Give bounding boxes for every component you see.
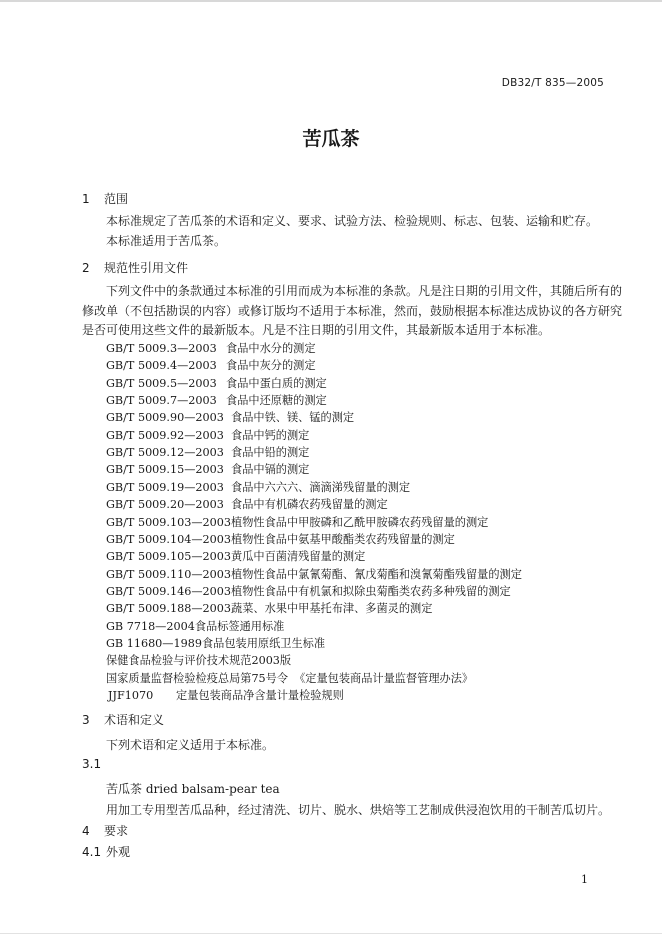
document-title: 苦瓜茶 xyxy=(302,128,360,150)
reference-title: 食品中还原糖的测定 xyxy=(226,394,327,408)
section-3-heading xyxy=(82,711,164,728)
reference-title: 食品包装用原纸卫生标准 xyxy=(201,636,326,650)
paragraph: 本标准适用于苦瓜茶。 xyxy=(106,234,227,248)
reference-code: GB/T 5009.92—2003 xyxy=(106,428,224,442)
reference-item xyxy=(106,583,511,599)
reference-code: GB/T 5009.15—2003 xyxy=(106,463,224,477)
reference-code: GB/T 5009.146—2003 xyxy=(106,584,231,598)
section-number: 4 xyxy=(82,824,90,838)
section-title: 术语和定义 xyxy=(104,713,165,727)
paragraph: 本标准规定了苦瓜茶的术语和定义、要求、试验方法、检验规则、标志、包装、运输和贮存。 xyxy=(106,214,599,228)
reference-code: GB 11680—1989 xyxy=(106,636,202,650)
reference-item xyxy=(106,652,291,668)
reference-item xyxy=(106,375,327,391)
section-title: 规范性引用文件 xyxy=(104,261,189,275)
reference-code: 国家质量监督检验检疫总局第75号令 xyxy=(106,671,289,685)
section-number: 1 xyxy=(82,192,90,206)
reference-code: GB/T 5009.20—2003 xyxy=(106,498,224,512)
reference-item xyxy=(106,531,455,547)
reference-item xyxy=(106,566,522,582)
reference-title: 食品中六六六、滴滴涕残留量的测定 xyxy=(231,480,411,494)
reference-title: 食品中水分的测定 xyxy=(226,342,316,355)
subsection-4-1-heading xyxy=(82,843,130,860)
reference-item xyxy=(106,618,284,634)
document-number: DB32/T 835—2005 xyxy=(501,77,604,89)
page-number: 1 xyxy=(581,873,588,886)
reference-title: 食品中镉的测定 xyxy=(231,463,310,477)
reference-title: 黄瓜中百菌清残留量的测定 xyxy=(231,550,366,564)
reference-code: GB/T 5009.103—2003 xyxy=(106,515,231,529)
reference-item xyxy=(106,340,316,356)
section-number: 3 xyxy=(82,713,90,727)
section-4-heading xyxy=(82,822,128,839)
subsection-title: 外观 xyxy=(106,845,131,859)
reference-code: GB/T 5009.105—2003 xyxy=(106,550,231,564)
reference-item xyxy=(106,357,316,373)
section-2-heading xyxy=(82,259,188,276)
section-1-heading xyxy=(82,190,128,207)
reference-title: 蔬菜、水果中甲基托布津、多菌灵的测定 xyxy=(231,602,433,616)
reference-item xyxy=(106,461,309,477)
subsection-number: 3.1 xyxy=(82,757,102,771)
reference-code: GB 7718—2004 xyxy=(106,619,195,633)
reference-code: GB/T 5009.12—2003 xyxy=(106,446,224,460)
reference-title: 《定量包装商品计量监督管理办法》 xyxy=(294,671,474,685)
reference-title: 食品标签通用标准 xyxy=(194,619,285,633)
scan-top-edge xyxy=(0,0,662,2)
reference-code: GB/T 5009.5—2003 xyxy=(106,376,217,390)
reference-title: 2003版 xyxy=(251,654,292,668)
reference-code: GB/T 5009.4—2003 xyxy=(106,359,217,373)
reference-code: GB/T 5009.7—2003 xyxy=(106,394,217,408)
reference-item xyxy=(106,409,354,425)
term-entry: 苦瓜茶 dried balsam-pear tea xyxy=(106,782,280,796)
reference-title: 植物性食品中有机氯和拟除虫菊酯类农药多种残留的测定 xyxy=(231,584,511,598)
reference-item xyxy=(106,600,432,616)
reference-title: 植物性食品中氨基甲酸酯类农药残留量的测定 xyxy=(231,532,455,546)
reference-code: GB/T 5009.104—2003 xyxy=(106,532,231,546)
reference-code: GB/T 5009.90—2003 xyxy=(106,411,224,425)
reference-item xyxy=(106,479,410,495)
subsection-number: 4.1 xyxy=(82,845,102,859)
paragraph: 下列文件中的条款通过本标准的引用而成为本标准的条款。凡是注日期的引用文件，其随后所有的 xyxy=(106,284,623,298)
scan-bottom-edge xyxy=(0,933,662,934)
reference-title: 食品中蛋白质的测定 xyxy=(226,376,327,390)
reference-title: 食品中铅的测定 xyxy=(231,446,310,460)
reference-item xyxy=(106,548,365,564)
reference-code: GB/T 5009.188—2003 xyxy=(106,602,231,616)
section-number: 2 xyxy=(82,261,90,275)
reference-code: GB/T 5009.110—2003 xyxy=(106,567,231,581)
term-definition: 用加工专用型苦瓜品种，经过清洗、切片、脱水、烘焙等工艺制成供浸泡饮用的干制苦瓜切片。 xyxy=(106,803,611,817)
paragraph: 下列术语和定义适用于本标准。 xyxy=(106,738,275,752)
paragraph: 是否可使用这些文件的最新版本。凡是不注日期的引用文件，其最新版本适用于本标准。 xyxy=(82,323,551,337)
reference-code: GB/T 5009.3—2003 xyxy=(106,342,217,355)
reference-title: 植物性食品中甲胺磷和乙酰甲胺磷农药残留量的测定 xyxy=(231,515,489,529)
reference-code: 保健食品检验与评价技术规范 xyxy=(106,654,252,668)
reference-item xyxy=(106,635,325,651)
paragraph: 修改单（不包括勘误的内容）或修订版均不适用于本标准，然而，鼓励根据本标准达成协议的各方研究 xyxy=(82,304,623,318)
section-title: 要求 xyxy=(104,824,129,838)
reference-title: 食品中钙的测定 xyxy=(231,428,310,442)
section-title: 范围 xyxy=(104,192,129,206)
reference-item xyxy=(106,670,473,686)
reference-code: JJF1070 xyxy=(108,689,154,702)
reference-item xyxy=(106,496,388,512)
reference-title: 定量包装商品净含量计量检验规则 xyxy=(176,689,344,702)
reference-title: 食品中铁、镁、锰的测定 xyxy=(231,411,355,425)
reference-item xyxy=(106,444,309,460)
reference-item xyxy=(108,687,344,703)
reference-item xyxy=(106,514,488,530)
reference-title: 食品中灰分的测定 xyxy=(226,359,316,373)
reference-item xyxy=(106,427,309,443)
reference-code: GB/T 5009.19—2003 xyxy=(106,480,224,494)
reference-title: 植物性食品中氯氰菊酯、氰戊菊酯和溴氰菊酯残留量的测定 xyxy=(231,567,522,581)
reference-item xyxy=(106,392,327,408)
reference-title: 食品中有机磷农药残留量的测定 xyxy=(231,498,388,512)
